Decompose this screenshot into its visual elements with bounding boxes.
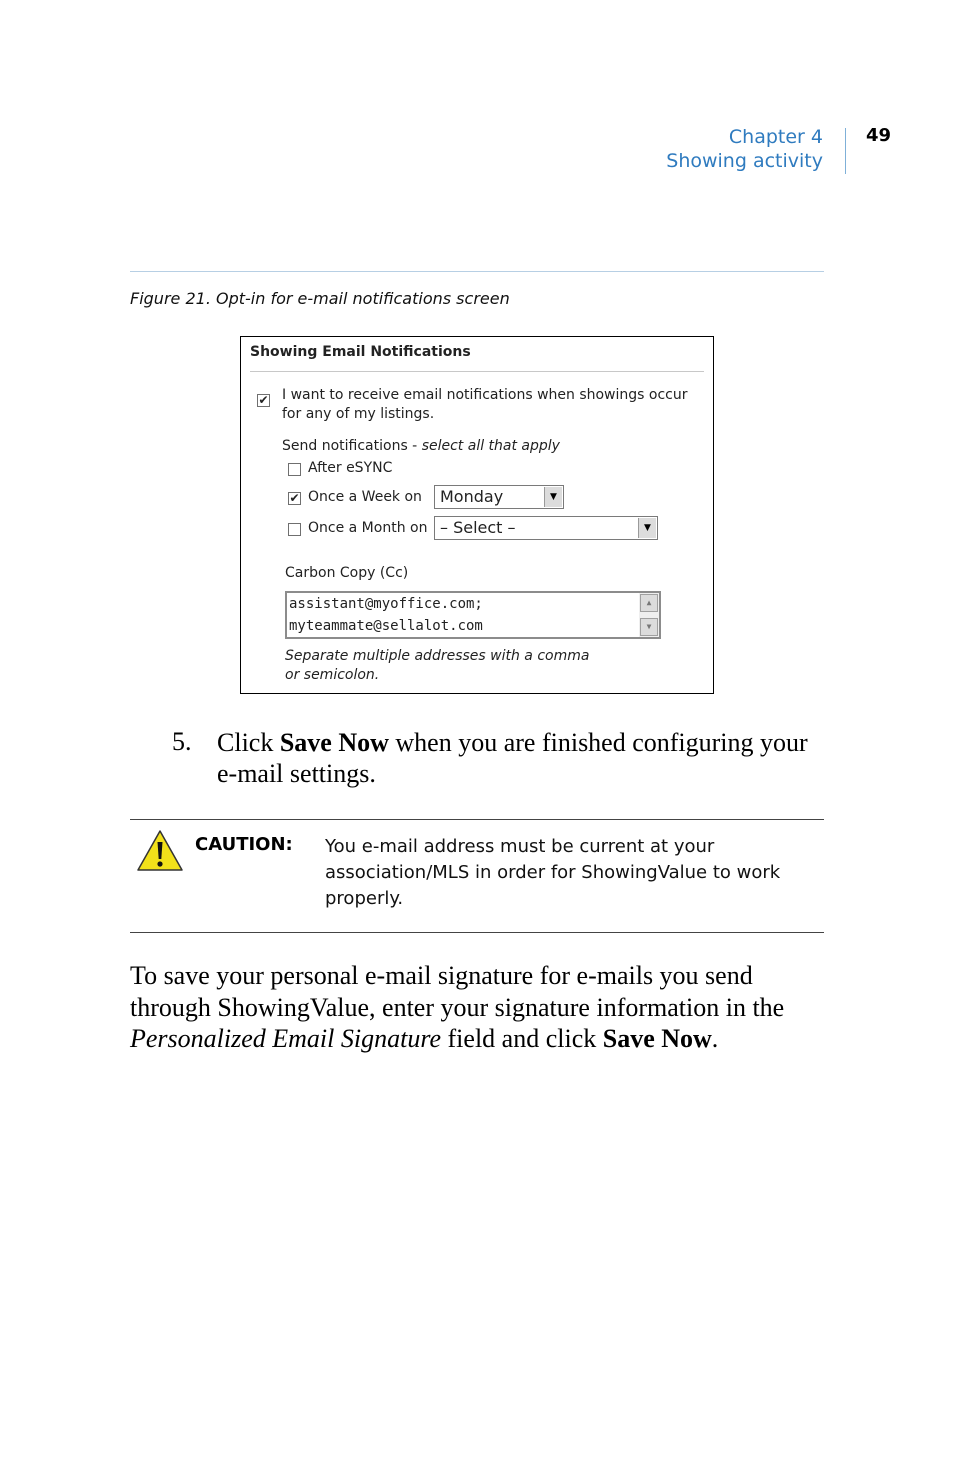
cc-hint-line1: Separate multiple addresses with a comma <box>285 648 590 664</box>
cc-hint-line2: or semicolon. <box>285 667 380 683</box>
scroll-up-icon[interactable]: ▲ <box>640 594 658 612</box>
chevron-down-icon[interactable]: ▼ <box>544 487 562 507</box>
email-notifications-panel <box>240 336 714 694</box>
caution-top-rule <box>130 819 824 820</box>
caution-text: You e-mail address must be current at your association/MLS in order for ShowingValue to work properly. <box>325 836 781 909</box>
step-number: 5. <box>172 727 192 756</box>
chevron-down-icon[interactable]: ▼ <box>638 518 656 538</box>
monthly-day-select[interactable] <box>434 516 658 540</box>
section-label: Showing activity <box>666 150 823 172</box>
cc-label: Carbon Copy (Cc) <box>285 565 409 581</box>
check-icon: ✔ <box>258 393 269 407</box>
cc-textarea[interactable] <box>285 591 661 639</box>
weekly-checkbox[interactable] <box>288 492 301 505</box>
header-divider <box>845 128 846 174</box>
opt-in-label-line2: for any of my listings. <box>282 406 435 422</box>
weekly-day-select[interactable] <box>434 485 564 509</box>
monthly-checkbox[interactable] <box>288 523 301 536</box>
panel-divider <box>250 371 704 372</box>
check-icon: ✔ <box>289 491 300 505</box>
after-esync-label: After eSYNC <box>308 460 393 476</box>
weekly-day-value: Monday <box>440 487 504 506</box>
warning-icon <box>136 829 184 877</box>
scroll-down-icon[interactable]: ▼ <box>640 618 658 636</box>
after-esync-checkbox[interactable] <box>288 463 301 476</box>
page-number: 49 <box>866 125 892 146</box>
monthly-day-value: – Select – <box>440 518 516 537</box>
figure-caption: Figure 21. Opt-in for e-mail notifications screen <box>130 289 510 308</box>
monthly-label: Once a Month on <box>308 520 428 536</box>
weekly-label: Once a Week on <box>308 489 422 505</box>
caution-bottom-rule <box>130 932 824 933</box>
send-notifications-label: Send notifications - select all that apply <box>282 438 560 454</box>
step-text: Click Save Now when you are finished configuring your e-mail settings. <box>217 728 808 788</box>
opt-in-checkbox[interactable] <box>257 394 270 407</box>
opt-in-label-line1: I want to receive email notifications when showings occur <box>282 387 688 403</box>
signature-paragraph: To save your personal e-mail signature for e-mails you send through ShowingValue, enter your signature information in the Personalized Email Signature field and click Save Now. <box>130 961 785 1053</box>
cc-line-2: myteammate@sellalot.com <box>289 618 483 634</box>
chapter-label: Chapter 4 <box>728 126 823 148</box>
panel-title: Showing Email Notifications <box>250 344 471 360</box>
caution-label: CAUTION: <box>195 834 293 855</box>
cc-line-1: assistant@myoffice.com; <box>289 596 483 612</box>
figure-top-rule <box>130 271 824 272</box>
cc-scrollbar[interactable] <box>639 593 659 637</box>
